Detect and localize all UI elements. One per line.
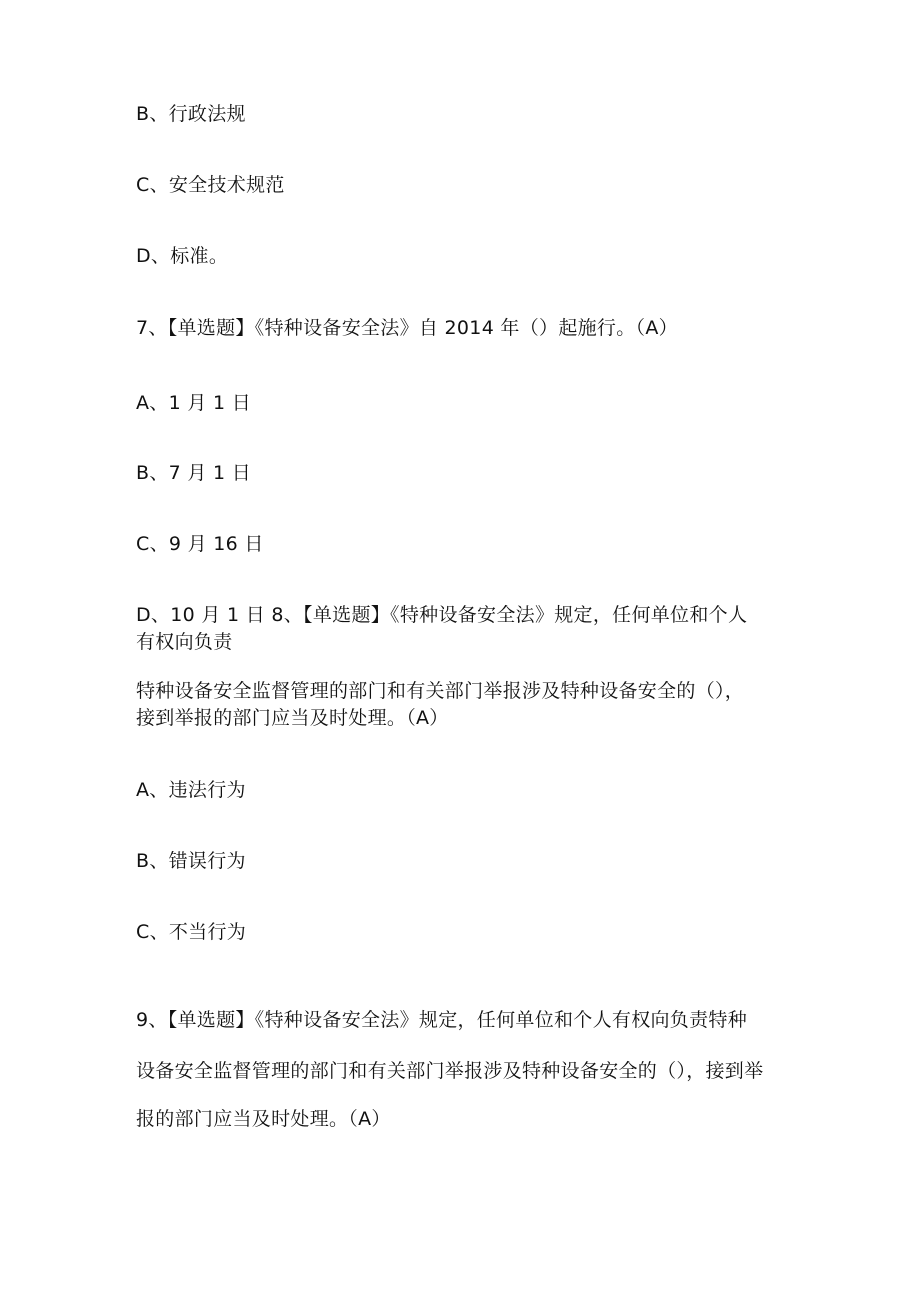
question-7: 7、【单选题】《特种设备安全法》自 2014 年（）起施行。（A） <box>136 317 678 339</box>
q8-option-a: A、违法行为 <box>136 779 246 801</box>
q8-option-b: B、错误行为 <box>136 850 246 872</box>
question-8-body-end: 接到举报的部门应当及时处理。（A） <box>136 707 449 729</box>
option-d-standards: D、标准。 <box>136 245 229 267</box>
question-8-body: 特种设备安全监督管理的部门和有关部门举报涉及特种设备安全的（）， <box>136 680 745 702</box>
q8-option-c: C、不当行为 <box>136 921 247 943</box>
q7-option-a: A、1 月 1 日 <box>136 392 251 414</box>
q7-option-d-and-question-8: D、10 月 1 日 8、【单选题】《特种设备安全法》规定，任何单位和个人 <box>136 604 748 626</box>
option-c-safety-technical-specifications: C、安全技术规范 <box>136 174 285 196</box>
question-9-line-1: 9、【单选题】《特种设备安全法》规定，任何单位和个人有权向负责特种 <box>136 1009 747 1031</box>
q7-option-b: B、7 月 1 日 <box>136 462 252 484</box>
question-8-continued: 有权向负责 <box>136 631 233 653</box>
q7-option-c: C、9 月 16 日 <box>136 533 264 555</box>
question-9-line-2: 设备安全监督管理的部门和有关部门举报涉及特种设备安全的（），接到举 <box>136 1060 764 1082</box>
option-b-administrative-regulations: B、行政法规 <box>136 103 246 125</box>
question-9-line-3: 报的部门应当及时处理。（A） <box>136 1108 391 1130</box>
